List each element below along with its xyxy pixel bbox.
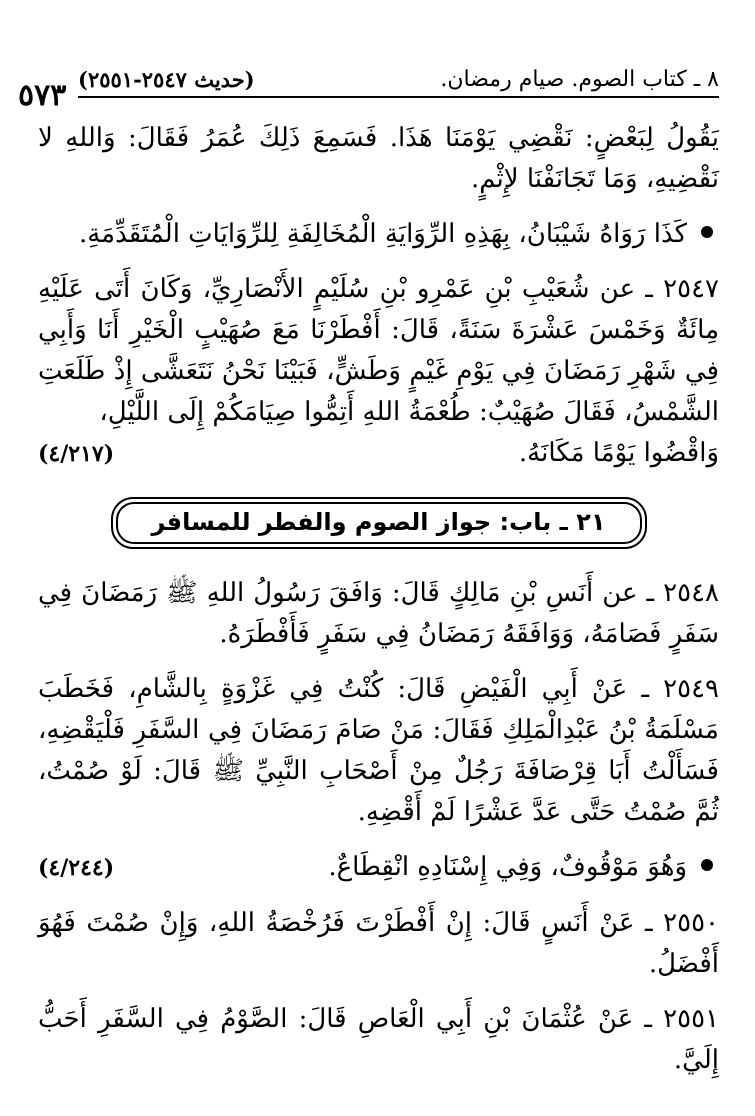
hadith-2549: ٢٥٤٩ ـ عَنْ أَبِي الْفَيْضِ قَالَ: كُنْتُ فِي غَزْوَةٍ بِالشَّامِ، فَخَطَبَ مَسْلَمَةُ بْنُ عَبْدِالْمَلِكِ فَقَالَ: مَنْ صَامَ رَمَضَانَ فِي السَّفَرِ فَلْيَقْضِهِ، فَسَأَلْتُ أَبَا قِرْصَافَةَ رَجُلٌ مِنْ أَصْحَابِ النَّبِيِّ ﷺ قَالَ: لَوْ صُمْتُ، ثُمَّ صُمْتُ حَتَّى عَدَّ عَشْرًا لَمْ أَقْضِهِ. [38, 674, 719, 827]
hadith-2547-last-line: وَاقْضُوا يَوْمًا مَكَانَهُ. [518, 438, 719, 468]
hadith-2551: ٢٥٥١ ـ عَنْ عُثْمَانَ بْنِ أَبِي الْعَاصِ قَالَ: الصَّوْمُ فِي السَّفَرِ أَحَبُّ إِلَيَّ. [38, 1004, 719, 1075]
header-chapter-title: ٨ ـ كتاب الصوم. صيام رمضان. [440, 67, 719, 92]
isnad-note-text: وَهُوَ مَوْقُوفٌ، وَفِي إِسْنَادِهِ انْقِطَاعٌ. [328, 852, 687, 882]
narration-note-text: كَذَا رَوَاهُ شَيْبَانُ، بِهَذِهِ الرِّوَايَةِ الْمُخَالِفَةِ لِلرِّوَايَاتِ الْمُتَقَدِّمَةِ. [78, 219, 687, 249]
page-body [38, 118, 719, 1081]
page-number: ٥٧٣ [18, 78, 67, 113]
continued-paragraph: يَقُولُ لِبَعْضٍ: نَقْضِي يَوْمَنَا هَذَا. فَسَمِعَ ذَلِكَ عُمَرُ فَقَالَ: وَاللهِ لا نَقْضِيهِ، وَمَا تَجَانَفْنَا لإِثْمٍ. [38, 123, 719, 194]
narration-note [38, 214, 719, 255]
bullet-icon [701, 859, 713, 871]
hadith-2547 [38, 269, 719, 475]
bullet-icon [701, 226, 713, 238]
hadith-2548: ٢٥٤٨ ـ عن أَنَسِ بْنِ مَالِكٍ قَالَ: وَافَقَ رَسُولُ اللهِ ﷺ رَمَضَانَ فِي سَفَرٍ فَصَامَهُ، وَوَافَقَهُ رَمَضَانُ فِي سَفَرٍ فَأَفْطَرَهُ. [38, 578, 719, 649]
hadith-2547-text: ٢٥٤٧ ـ عن شُعَيْبِ بْنِ عَمْرِو بْنِ سُلَيْمٍ الأَنْصَارِيِّ، وَكَانَ أَتَى عَلَيْهِ مِائَةٌ وَخَمْسَ عَشْرَةَ سَنَةً، قَالَ: أَفْطَرْنَا مَعَ صُهَيْبٍ الْخَيْرِ أَنَا وَأَبِي فِي شَهْرِ رَمَضَانَ فِي يَوْمِ غَيْمٍ وَطَشٍّ، فَبَيْنَا نَحْنُ نَتَعَشَّى إِذْ طَلَعَتِ الشَّمْسُ، فَقَالَ صُهَيْبٌ: طُعْمَةُ اللهِ أَتِمُّوا صِيَامَكُمْ إِلَى اللَّيْلِ، [38, 274, 719, 427]
hadith-2550: ٢٥٥٠ ـ عَنْ أَنَسٍ قَالَ: إِنْ أَفْطَرْتَ فَرُخْصَةُ اللهِ، وَإِنْ صُمْتَ فَهُوَ أَفْضَلُ. [38, 908, 719, 979]
hadith-2547-reference: (٤/٢١٧) [38, 441, 115, 467]
isnad-note-reference: (٤/٢٤٤) [38, 855, 115, 881]
header-hadith-range: (حديث ٢٥٤٧-٢٥٥١) [78, 67, 255, 92]
isnad-note [38, 847, 719, 889]
running-header [78, 56, 719, 98]
chapter-heading: ٢١ ـ باب: جواز الصوم والفطر للمسافر [116, 502, 642, 544]
chapter-heading-frame [111, 497, 647, 549]
